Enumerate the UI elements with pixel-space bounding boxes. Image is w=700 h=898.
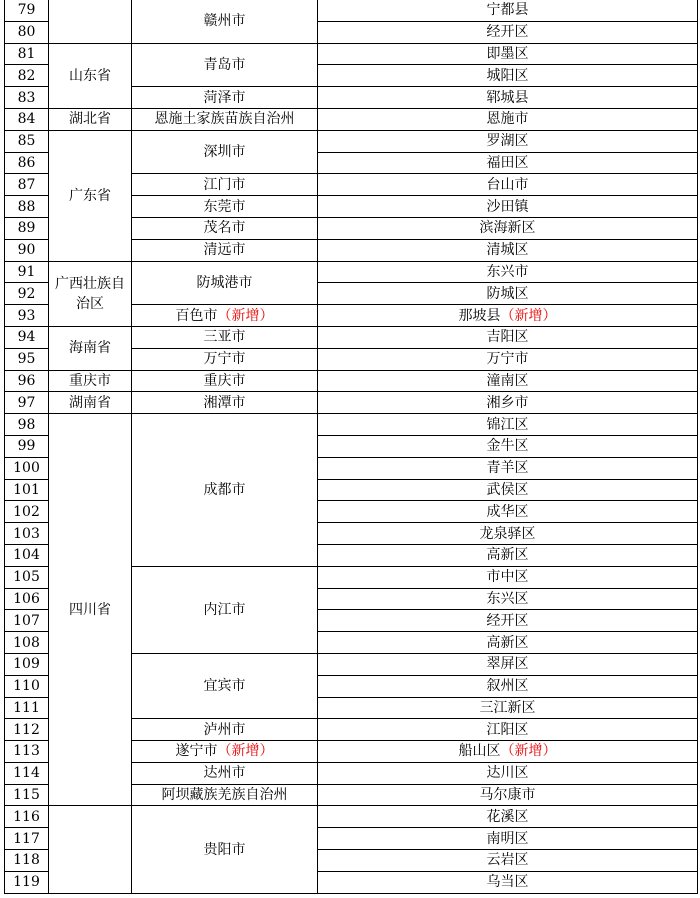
row-number-text: 85 [17,133,36,150]
city-cell-text: 内江市 [203,601,246,618]
row-number-text: 108 [13,634,40,651]
district-cell-text: 成华区 [486,503,529,520]
district-cell [318,65,698,87]
table-row [5,392,698,414]
district-cell-text: 三江新区 [479,699,536,716]
table-row [5,326,698,348]
district-cell [318,784,698,806]
district-cell [318,261,698,283]
district-cell [318,479,698,501]
district-cell [318,544,698,566]
province-cell [49,108,132,130]
province-cell [49,326,132,370]
city-cell [132,108,318,130]
city-cell-text: 遂宁市 [175,743,218,760]
table-row [5,806,698,828]
row-number-text: 87 [17,176,36,193]
table-row [5,130,698,152]
province-cell-text: 海南省 [69,340,111,357]
row-number [5,21,49,43]
new-badge: （新增） [500,743,557,760]
row-number-text: 91 [17,263,36,280]
district-cell [318,370,698,392]
row-number-text: 96 [17,372,36,389]
city-cell-text: 成都市 [203,481,246,498]
row-number-text: 110 [13,678,40,695]
district-cell [318,392,698,414]
district-cell-text: 江阳区 [486,721,529,738]
district-cell-text: 东兴区 [486,590,529,607]
row-number [5,239,49,261]
province-cell-text: 重庆市 [69,372,111,389]
district-cell-text: 即墨区 [486,45,529,62]
table-row [5,43,698,65]
city-cell [132,0,318,43]
city-cell-text: 赣州市 [203,13,246,30]
district-cell-text: 市中区 [486,569,529,586]
region-table-body [5,0,698,893]
row-number [5,435,49,457]
city-cell-text: 阿坝藏族羌族自治州 [161,787,288,804]
row-number [5,370,49,392]
city-cell [132,130,318,174]
district-cell-text: 福田区 [486,154,529,171]
row-number [5,741,49,763]
district-cell [318,697,698,719]
province-cell-text: 广西壮族自治区 [55,275,125,312]
row-number-text: 106 [13,590,40,607]
city-cell [132,174,318,196]
city-cell [132,392,318,414]
city-cell [132,784,318,806]
row-number-text: 90 [17,242,36,259]
row-number [5,108,49,130]
province-cell-text: 湖南省 [69,394,111,411]
row-number [5,196,49,218]
city-cell [132,43,318,87]
row-number [5,305,49,327]
row-number [5,806,49,828]
city-cell [132,653,318,718]
city-cell [132,806,318,893]
district-cell-text: 清城区 [486,242,529,259]
row-number-text: 98 [17,416,36,433]
district-cell-text: 那坡县 [458,307,501,324]
city-cell-text: 三亚市 [203,329,246,346]
row-number [5,850,49,872]
row-number-text: 93 [17,307,36,324]
district-cell-text: 锦江区 [486,416,529,433]
district-cell [318,523,698,545]
district-cell [318,653,698,675]
row-number-text: 105 [13,569,40,586]
district-cell-text: 郓城县 [486,89,529,106]
district-cell [318,501,698,523]
district-cell-text: 东兴市 [486,263,529,280]
table-row [5,108,698,130]
row-number-text: 111 [13,699,40,716]
district-cell [318,435,698,457]
row-number [5,457,49,479]
city-cell-text: 清远市 [203,242,246,259]
province-cell [49,261,132,326]
district-cell [318,871,698,893]
row-number-text: 116 [13,808,40,825]
row-number-text: 119 [13,874,40,891]
district-cell [318,675,698,697]
city-cell [132,305,318,327]
district-cell-text: 船山区 [458,743,501,760]
city-cell-text: 茂名市 [203,220,246,237]
row-number-text: 103 [13,525,40,542]
district-cell-text: 叙州区 [486,678,529,695]
province-cell [49,806,132,893]
new-badge: （新增） [217,743,274,760]
district-cell [318,850,698,872]
row-number-text: 101 [13,481,40,498]
row-number [5,653,49,675]
district-cell-text: 台山市 [486,176,529,193]
row-number-text: 80 [17,24,36,41]
row-number [5,130,49,152]
district-cell-text: 达川区 [486,765,529,782]
row-number [5,152,49,174]
city-cell [132,370,318,392]
city-cell [132,348,318,370]
district-cell-text: 武侯区 [486,481,529,498]
district-cell-text: 罗湖区 [486,133,529,150]
row-number [5,43,49,65]
row-number [5,828,49,850]
city-cell-text: 重庆市 [203,372,246,389]
district-cell-text: 云岩区 [486,852,529,869]
city-cell-text: 湘潭市 [203,394,246,411]
district-cell-text: 湘乡市 [486,394,529,411]
row-number [5,87,49,109]
row-number [5,217,49,239]
district-cell [318,719,698,741]
row-number [5,414,49,436]
row-number-text: 89 [17,220,36,237]
row-number [5,283,49,305]
row-number [5,501,49,523]
district-cell-text: 沙田镇 [486,198,529,215]
district-cell [318,108,698,130]
new-badge: （新增） [217,307,274,324]
city-cell-text: 万宁市 [203,351,246,368]
province-cell-text: 山东省 [69,67,111,84]
district-cell [318,0,698,21]
row-number [5,0,49,21]
city-cell-text: 防城港市 [196,274,253,291]
row-number [5,261,49,283]
row-number [5,632,49,654]
row-number [5,610,49,632]
city-cell [132,196,318,218]
row-number [5,871,49,893]
city-cell-text: 深圳市 [203,144,246,161]
district-cell [318,43,698,65]
district-cell [318,87,698,109]
province-cell-text: 广东省 [69,187,111,204]
city-cell [132,741,318,763]
district-cell-text: 翠屏区 [486,656,529,673]
row-number [5,784,49,806]
district-cell [318,283,698,305]
city-cell [132,566,318,653]
city-cell-text: 江门市 [203,176,246,193]
row-number-text: 84 [17,111,36,128]
district-cell [318,152,698,174]
district-cell-text: 金牛区 [486,438,529,455]
city-cell [132,762,318,784]
row-number-text: 100 [13,460,40,477]
district-cell-text: 滨海新区 [479,220,536,237]
district-cell-text: 龙泉驿区 [479,525,536,542]
row-number [5,697,49,719]
row-number-text: 82 [17,67,36,84]
row-number-text: 83 [17,89,36,106]
district-cell [318,174,698,196]
district-cell-text: 潼南区 [486,372,529,389]
district-cell [318,828,698,850]
row-number-text: 97 [17,394,36,411]
district-cell-text: 城阳区 [486,67,529,84]
district-cell [318,305,698,327]
table-row [5,0,698,21]
row-number-text: 81 [17,45,36,62]
city-cell [132,414,318,567]
row-number [5,588,49,610]
city-cell-text: 恩施土家族苗族自治州 [154,111,295,128]
row-number-text: 88 [17,198,36,215]
province-cell [49,0,132,43]
row-number [5,392,49,414]
district-cell [318,457,698,479]
district-cell [318,130,698,152]
district-cell [318,741,698,763]
table-row [5,370,698,392]
district-cell [318,239,698,261]
row-number-text: 95 [17,351,36,368]
city-cell-text: 贵阳市 [203,841,246,858]
province-cell-text: 湖北省 [69,111,111,128]
district-cell [318,806,698,828]
city-cell [132,326,318,348]
row-number-text: 92 [17,285,36,302]
district-cell-text: 万宁市 [486,351,529,368]
row-number-text: 115 [13,787,40,804]
district-cell-text: 南明区 [486,830,529,847]
district-cell-text: 恩施市 [486,111,529,128]
row-number-text: 114 [13,765,40,782]
district-cell-text: 吉阳区 [486,329,529,346]
row-number-text: 118 [13,852,40,869]
row-number-text: 117 [13,830,40,847]
row-number-text: 107 [13,612,40,629]
table-row [5,261,698,283]
city-cell [132,719,318,741]
row-number [5,479,49,501]
row-number [5,348,49,370]
province-cell [49,43,132,108]
district-cell-text: 乌当区 [486,874,529,891]
district-cell-text: 高新区 [486,547,529,564]
district-cell-text: 防城区 [486,285,529,302]
district-cell [318,762,698,784]
province-cell [49,130,132,261]
district-cell-text: 青羊区 [486,460,529,477]
row-number-text: 113 [13,743,40,760]
region-table [4,0,698,894]
city-cell-text: 东莞市 [203,198,246,215]
district-cell [318,326,698,348]
row-number-text: 102 [13,503,40,520]
new-badge: （新增） [500,307,557,324]
province-cell [49,392,132,414]
row-number-text: 86 [17,154,36,171]
row-number [5,566,49,588]
row-number-text: 109 [13,656,40,673]
district-cell [318,566,698,588]
city-cell [132,239,318,261]
city-cell-text: 菏泽市 [203,89,246,106]
city-cell-text: 泸州市 [203,721,246,738]
city-cell [132,261,318,305]
district-cell [318,610,698,632]
row-number-text: 112 [13,721,40,738]
city-cell-text: 宜宾市 [203,678,246,695]
row-number-text: 94 [17,329,36,346]
district-cell-text: 经开区 [486,612,529,629]
row-number [5,719,49,741]
row-number [5,523,49,545]
row-number-text: 104 [13,547,40,564]
province-cell [49,414,132,806]
row-number-text: 79 [17,2,36,19]
district-cell [318,632,698,654]
district-cell [318,217,698,239]
district-cell [318,414,698,436]
district-cell [318,196,698,218]
city-cell-text: 达州市 [203,765,246,782]
row-number [5,65,49,87]
district-cell-text: 高新区 [486,634,529,651]
district-cell-text: 宁都县 [486,2,529,19]
row-number [5,762,49,784]
district-cell [318,348,698,370]
city-cell-text: 青岛市 [203,56,246,73]
row-number [5,174,49,196]
district-cell-text: 经开区 [486,24,529,41]
district-cell [318,588,698,610]
city-cell [132,87,318,109]
city-cell [132,217,318,239]
province-cell [49,370,132,392]
row-number-text: 99 [17,438,36,455]
row-number [5,675,49,697]
row-number [5,544,49,566]
district-cell-text: 花溪区 [486,808,529,825]
table-row [5,414,698,436]
district-cell [318,21,698,43]
district-cell-text: 马尔康市 [479,787,536,804]
row-number [5,326,49,348]
city-cell-text: 百色市 [175,307,218,324]
province-cell-text: 四川省 [69,601,111,618]
